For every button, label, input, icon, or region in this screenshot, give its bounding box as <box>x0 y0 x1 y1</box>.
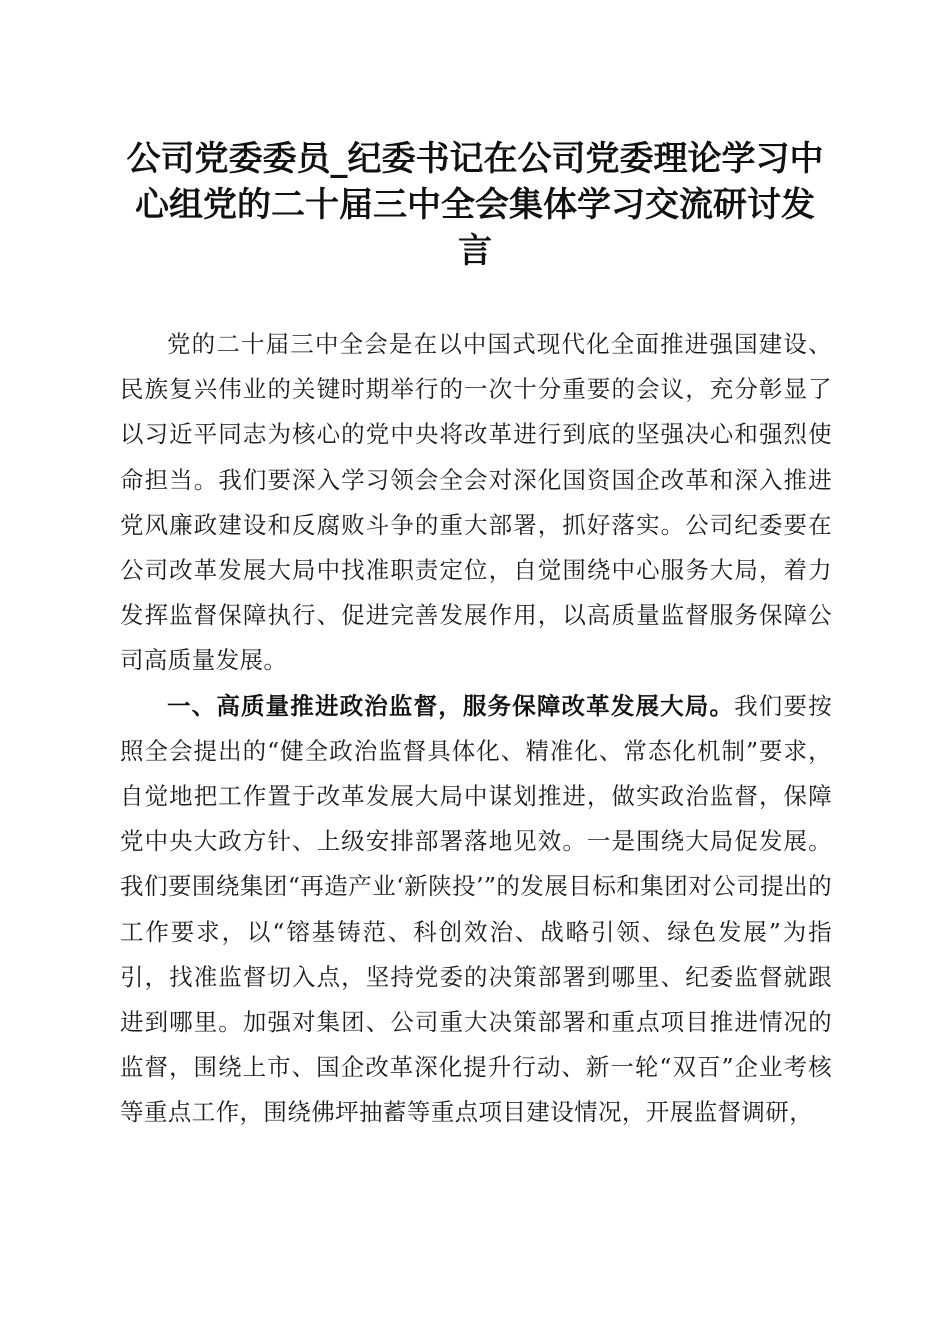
intro-paragraph: 党的二十届三中全会是在以中国式现代化全面推进强国建设、民族复兴伟业的关键时期举行的一次十分重要的会议，充分彰显了以习近平同志为核心的党中央将改革进行到底的坚强决心和强烈使命担当。我们要深入学习领会全会对深化国资国企改革和深入推进党风廉政建设和反腐败斗争的重大部署，抓好落实。公司纪委要在公司改革发展大局中找准职责定位，自觉围绕中心服务大局，着力发挥监督保障执行、促进完善发展作用，以高质量监督服务保障公司高质量发展。 <box>120 330 832 675</box>
section-1-text: 我们要按照全会提出的“健全政治监督具体化、精准化、常态化机制”要求，自觉地把工作置于改革发展大局中谋划推进，做实政治监督，保障党中央大政方针、上级安排部署落地见效。一是围绕大局促发展。我们要围绕集团“再造产业‘新陕投’”的发展目标和集团对公司提出的工作要求，以“镕基铸范、科创效治、战略引领、绿色发展”为指引，找准监督切入点，坚持党委的决策部署到哪里、纪委监督就跟进到哪里。加强对集团、公司重大决策部署和重点项目推进情况的监督，围绕上市、国企改革深化提升行动、新一轮“双百”企业考核等重点工作，围绕佛坪抽蓄等重点项目建设情况，开展监督调研， <box>120 691 832 1127</box>
document-title: 公司党委委员_纪委书记在公司党委理论学习中心组党的二十届三中全会集体学习交流研讨发言 <box>126 139 824 271</box>
section-1-heading: 一、高质量推进政治监督，服务保障改革发展大局。 <box>167 691 735 720</box>
section-1-paragraph <box>120 684 832 1136</box>
document-body <box>120 322 832 1136</box>
